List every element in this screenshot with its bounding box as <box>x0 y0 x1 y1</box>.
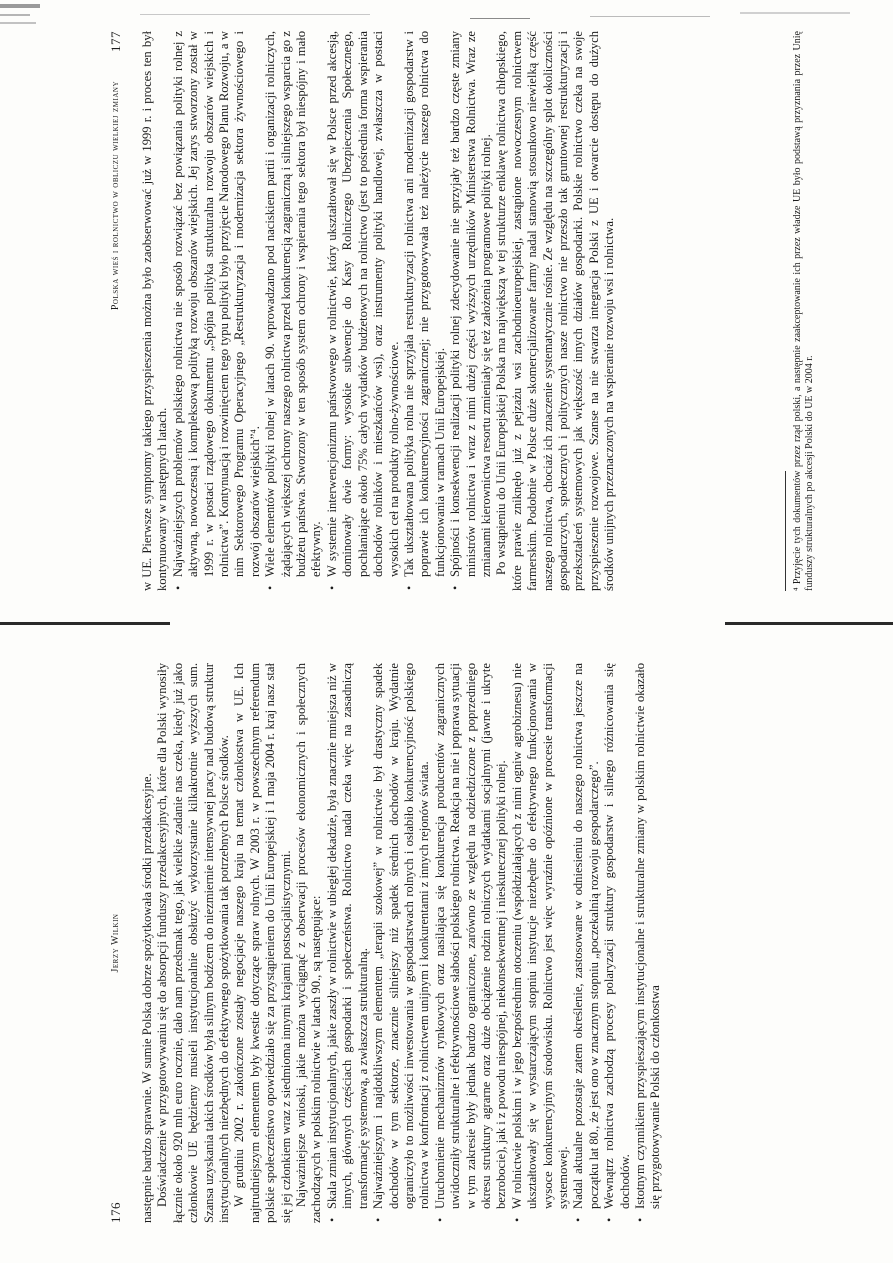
right-page-number: 177 <box>108 31 123 52</box>
list-item: • Spójności i konsekwencji realizacji polityki rolnej zdecydowanie nie sprzyjały też bardzo częste zmiany ministrów rolnictwa i wraz z nimi dużej części wyższych urzędników Ministerstwa Rolnictwa. Wraz ze zmianami kierownictwa resortu zmieniały się też założenia programowe polityki rolnej. <box>448 31 494 591</box>
list-item: • Istotnym czynnikiem przyspieszającym instytucjonalne i strukturalne zmiany w polskim rolnictwie okazało się przygotowywanie Polski do członkostwa <box>633 663 664 1223</box>
list-item: • Wewnątrz rolnictwa zachodzą procesy polaryzacji struktury gospodarstw i silnego różnicowania się dochodów. <box>602 663 633 1223</box>
left-running-head <box>108 663 126 1223</box>
list-item: • W systemie interwencjonizmu państwowego w rolnictwie, który ukształtował się w Polsce przed akcesją, dominowały dwie formy: wysokie subwencje do Kasy Rolniczego Ubezpieczenia Społecznego, pochłaniające około 75% całych wydatków budżetowych na rolnictwo (jest to pośrednia forma wspierania dochodów rolników i mieszkańców wsi), oraz instrumenty polityki handlowej, zwłaszcza w postaci wysokich ceł na produkty rolno-żywnościowe. <box>325 31 402 591</box>
paragraph: Po wstąpieniu do Unii Europejskiej Polska ma największą w tej strukturze enklawę rolnictwa chłopskiego, które prawie zniknęło już z pejzażu wsi zachodnioeuropejskiej, zastąpione nowoczesnym rolnictwem farmerskim. Podobnie w Polsce duże skomercjalizowane farmy nadal stanowią stosunkowo niewielką część naszego rolnictwa, chociaż ich znaczenie systematycznie rośnie. Ze względu na szczególny splot okoliczności gospodarczych, społecznych i politycznych nasze rolnictwo nie przeszło tak gruntownej restrukturyzacji i przekształceń systemowych jak większość innych działów gospodarki. Polskie rolnictwo czeka na swoje przyspieszenie rozwojowe. Szanse na nie stwarza integracja Polski z UE i otwarcie dostępu do dużych środków unijnych przeznaczonych na wspieranie rozwoju wsi i rolnictwa. <box>494 31 617 591</box>
left-page <box>0 663 893 1223</box>
list-item: • Tak ukształtowana polityka rolna nie sprzyjała restrukturyzacji rolnictwa ani modernizacji gospodarstw i poprawie ich konkurencyjności zagranicznej; nie przygotowywała też należycie naszego rolnictwa do funkcjonowania w ramach Unii Europejskiej. <box>402 31 448 591</box>
list-item: • Najważniejszych problemów polskiego rolnictwa nie sposób rozwiązać bez powiązania polityki rolnej z aktywną, nowoczesną i kompleksową polityką rozwoju obszarów wiejskich. Jej zarys stworzony został w 1999 r. w postaci rządowego dokumentu „Spójna polityka strukturalna rozwoju obszarów wiejskich i rolnictwa”. Kontynuacją i rozwinięciem tego typu polityki było przyjęcie Narodowego Planu Rozwoju, a w nim Sektorowego Programu Operacyjnego „Restrukturyzacja i modernizacja sektora żywnościowego i rozwój obszarów wiejskich”⁴. <box>171 31 263 591</box>
paragraph: Najważniejsze wnioski, jakie można wyciągnąć z obserwacji procesów ekonomicznych i społecznych zachodzących w polskim rolnictwie w latach 90., są następujące: <box>294 663 324 1223</box>
paragraph: Doświadczenie w przygotowywaniu się do absorpcji funduszy przedakcesyjnych, które dla Polski wynosiły łącznie około 920 mln euro rocznie, dało nam przedsmak tego, jak wielkie zadanie nas czeka, kiedy już jako członkowie UE będziemy musieli instytucjonalnie obsłużyć wykorzystanie kilkakrotnie wyższych sum. Szansa uzyskania takich środków była silnym bodźcem do niezmiernie intensywnej pracy nad budową struktur instytucjonalnych niezbędnych do efektywnego spożytkowania tak potrzebnych Polsce środków. <box>155 663 232 1223</box>
left-author-name: Jerzy Wilkin <box>110 913 121 973</box>
list-item: • Nadal aktualne pozostaje zatem określenie, zastosowane w odniesieniu do naszego rolnictwa jeszcze na początku lat 80., że jest ono w znacznym stopniu „poczekalnią rozwoju gospodarczego”. <box>571 663 602 1223</box>
right-body-text <box>140 31 618 591</box>
list-item: • Wiele elementów polityki rolnej w latach 90. wprowadzano pod naciskiem partii i organizacji rolniczych, żądających większej ochrony naszego rolnictwa przed konkurencją zagraniczną i silniejszego wsparcia go z budżetu państwa. Stworzony w ten sposób system ochrony i wspierania tego sektora był niespójny i mało efektywny. <box>263 31 325 591</box>
list-item: • Najważniejszym i najdotkliwszym elementem „terapii szokowej” w rolnictwie był drastyczny spadek dochodów w tym sektorze, znacznie silniejszy niż spadek średnich dochodów w kraju. Wydatnie ograniczyło to możliwości inwestowania w gospodarstwach rolnych i osłabiło konkurencyjność polskiego rolnictwa w konfrontacji z rolnictwem unijnym i konkurentami z innych rejonów świata. <box>371 663 433 1223</box>
left-page-number: 176 <box>108 1202 123 1223</box>
right-page <box>0 31 893 591</box>
right-chapter-title: Polska wieś i rolnictwo w obliczu wielkiej zmiany <box>110 81 121 311</box>
paragraph: następnie bardzo sprawnie. W sumie Polska dobrze spożytkowała środki przedakcesyjne. <box>140 773 154 1223</box>
paragraph: W grudniu 2002 r. zakończone zostały negocjacje naszego kraju na temat członkostwa w UE. Ich najtrudniejszym elementem były kwestie dotyczące spraw rolnych. W 2003 r. w powszechnym referendum polskie społeczeństwo opowiedziało się za przystąpieniem do Unii Europejskiej i 1 maja 2004 r. kraj nasz stał się jej członkiem wraz z siedmioma innymi krajami postsocjalistycznymi. <box>232 663 293 1223</box>
conclusions-list-continued <box>171 31 495 591</box>
right-running-head <box>108 31 126 591</box>
footnote-rule <box>785 471 786 591</box>
footnote: ⁴ Przyjęcie tych dokumentów przez rząd polski, a następnie zaakceptowanie ich przez władze UE było podstawą przyznania przez Unię funduszy strukturalnych po akcesji Polski do UE w 2004 r. <box>792 31 816 591</box>
list-item: • Skala zmian instytucjonalnych, jakie zaszły w rolnictwie w ubiegłej dekadzie, była znacznie mniejsza niż w innych, głównych częściach gospodarki i społeczeństwa. Rolnictwo nadal czeka więc na zasadniczą transformację systemową, a zwłaszcza strukturalną. <box>325 663 371 1223</box>
footnotes <box>785 31 817 591</box>
paragraph: w UE. Pierwsze symptomy takiego przyspieszenia można było zaobserwować już w 1999 r. i proces ten był kontynuowany w następnych latach. <box>140 31 170 591</box>
list-item: • Uruchomienie mechanizmów rynkowych oraz nasilająca się konkurencja producentów zagranicznych uwidoczniły strukturalne i efektywnościowe słabości polskiego rolnictwa. Reakcja na nie i poprawa sytuacji w tym zakresie były jednak bardzo ograniczone, zarówno ze względu na odziedziczone z poprzedniego okresu struktury agrarne oraz duże obciążenie rodzin rolniczych wydatkami socjalnymi (jawne i ukryte bezrobocie), jak i z powodu niespójnej, niekonsekwentnej i nieskutecznej polityki rolnej. <box>433 663 510 1223</box>
conclusions-list <box>325 663 664 1223</box>
left-body-text <box>140 663 664 1223</box>
list-item: • W rolnictwie polskim i w jego bezpośrednim otoczeniu (współdziałających z nimi ogniw agrobiznesu) nie ukształtowały się w wystarczającym stopniu instytucje niezbędne do efektywnego funkcjonowania w wysoce konkurencyjnym środowisku. Rolnictwo jest więc wyraźnie opóźnione w procesie transformacji systemowej. <box>510 663 572 1223</box>
